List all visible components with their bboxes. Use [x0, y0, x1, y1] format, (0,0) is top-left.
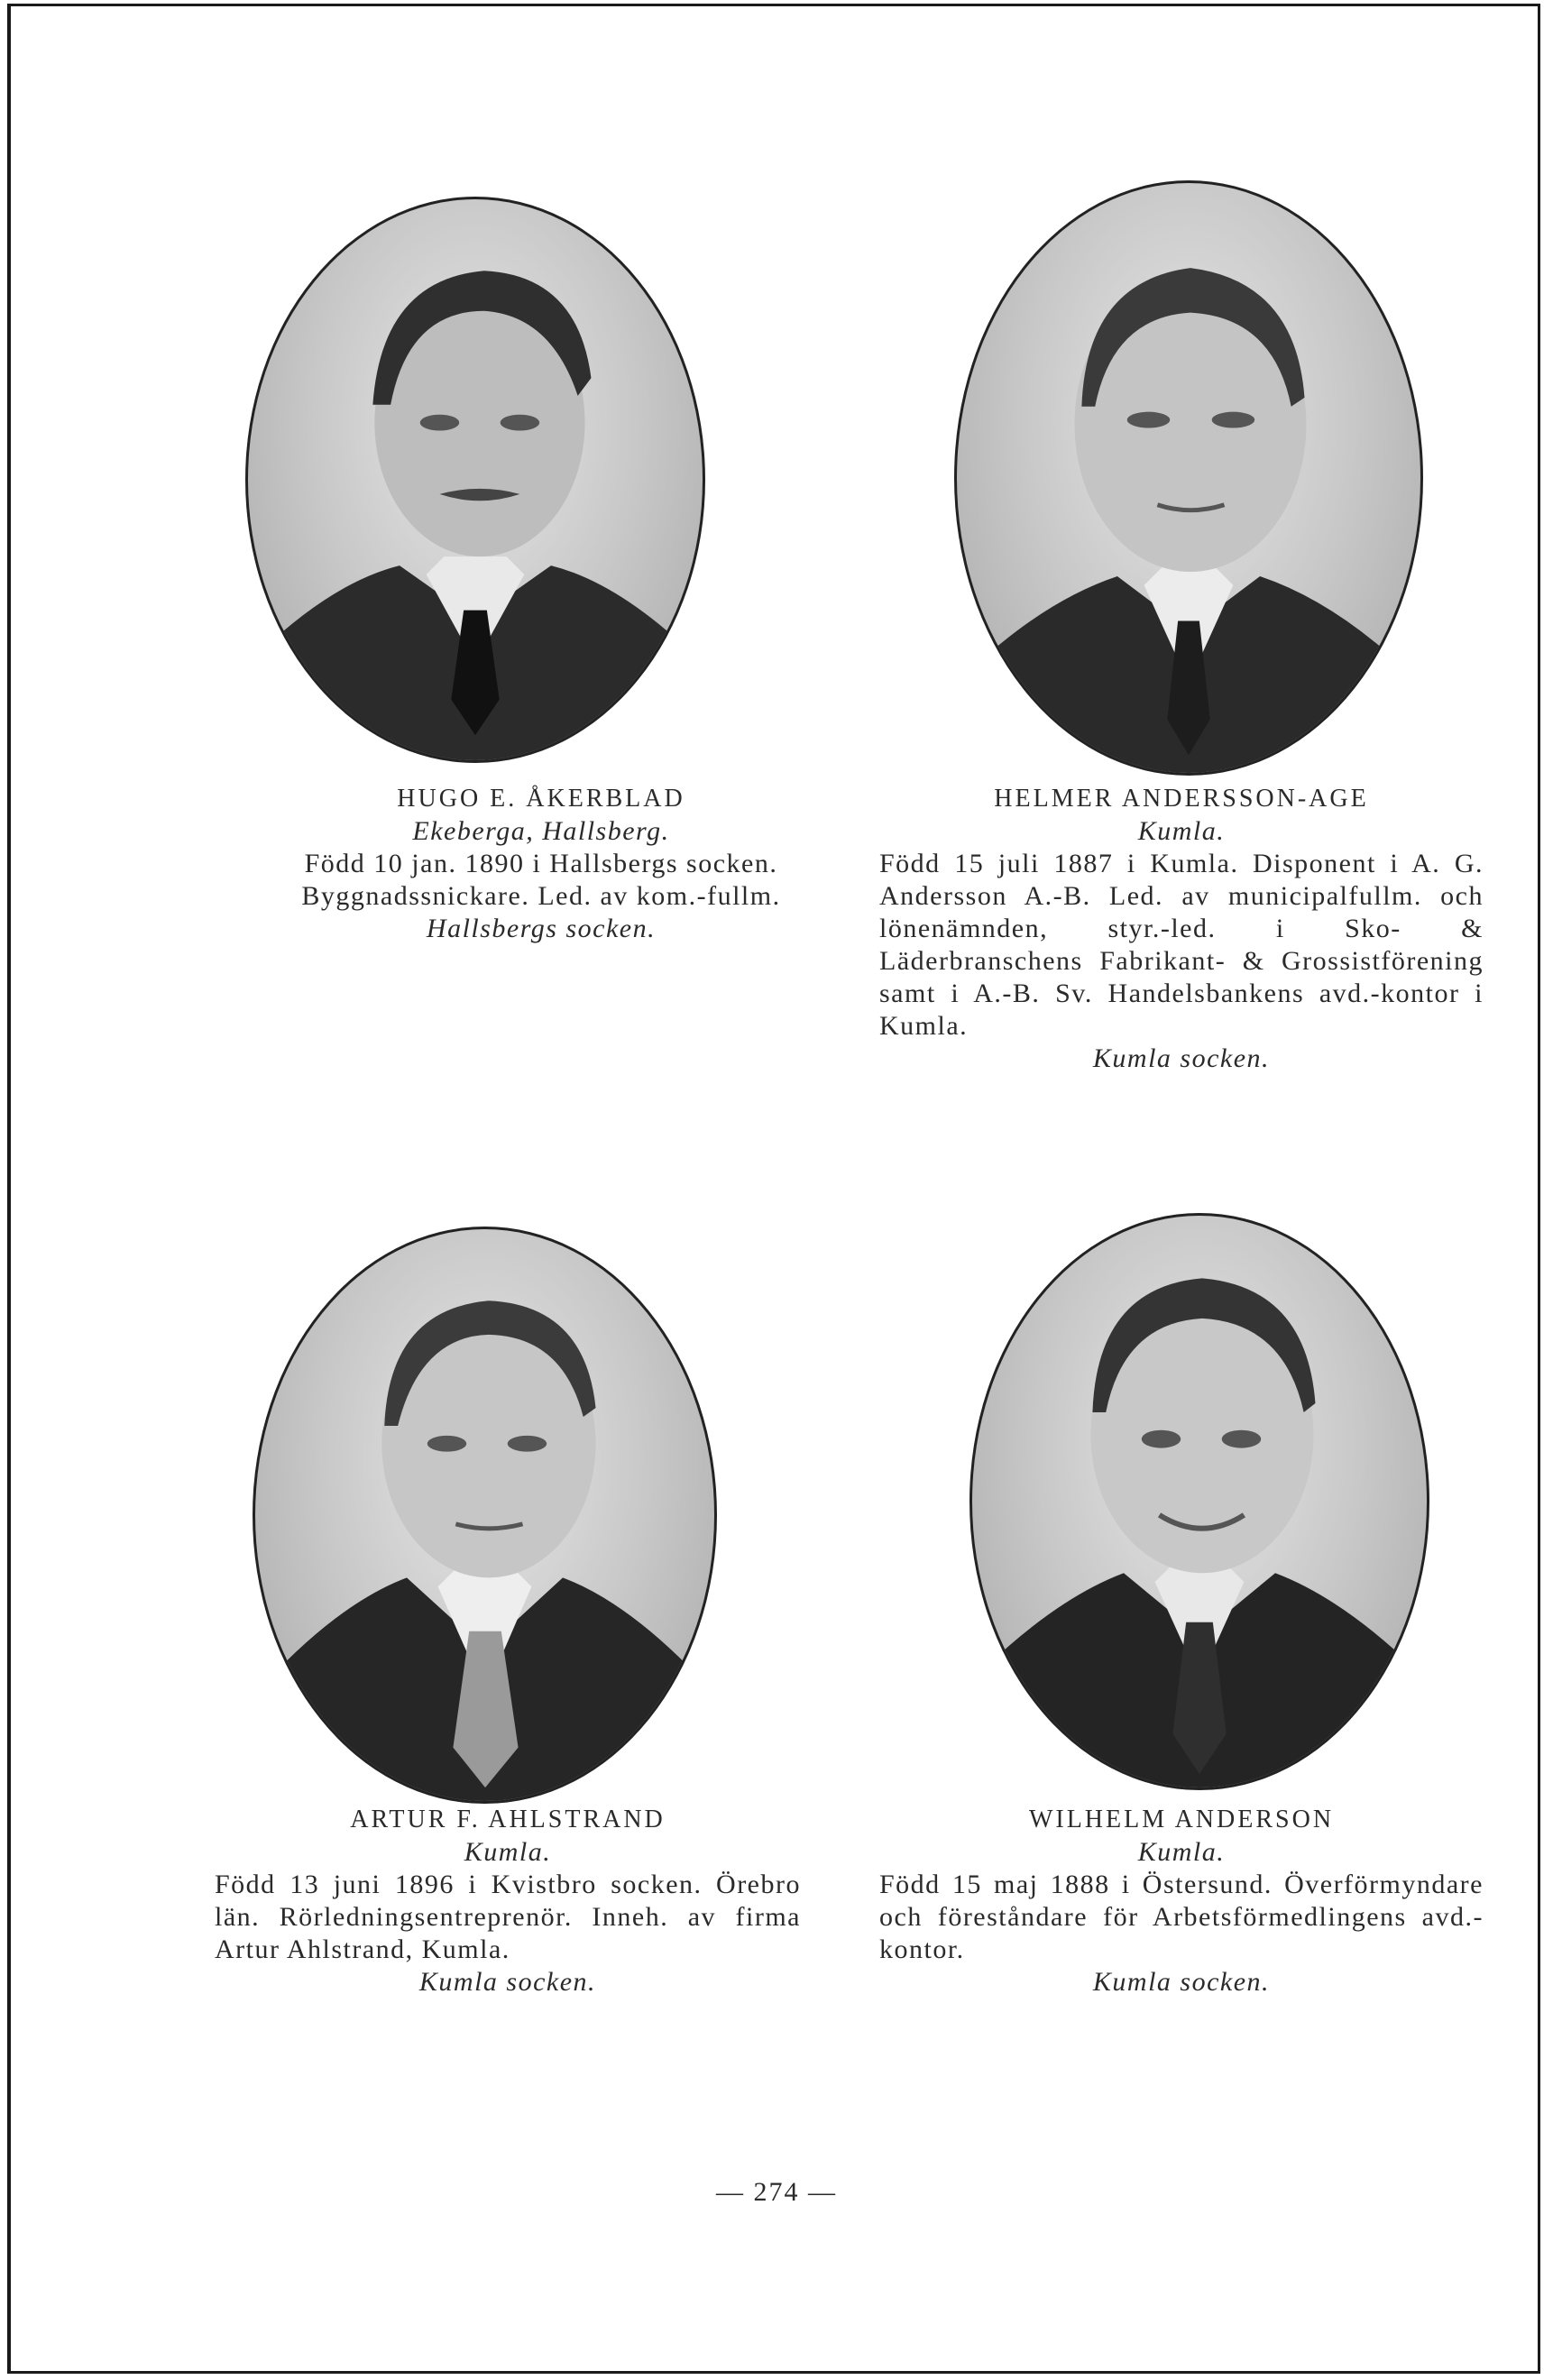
portrait-photo	[255, 1229, 714, 1801]
portrait-photo	[248, 199, 703, 760]
entry-caption-4	[879, 1804, 1484, 1999]
person-place: Kumla.	[464, 1837, 552, 1867]
entry-caption-1	[248, 783, 834, 945]
portrait-photo	[972, 1216, 1427, 1787]
person-parish: Hallsbergs socken.	[426, 914, 657, 943]
person-name: HUGO E. ÅKERBLAD	[397, 785, 685, 813]
portrait-artur-ahlstrand	[253, 1227, 717, 1804]
person-place: Ekeberga, Hallsberg.	[412, 816, 670, 846]
person-place: Kumla.	[1137, 816, 1226, 846]
portrait-helmer-andersson-age	[954, 180, 1423, 776]
person-parish: Kumla socken.	[1092, 1967, 1271, 1997]
person-name: HELMER ANDERSSON-AGE	[994, 785, 1369, 813]
portrait-hugo-akerblad	[245, 197, 705, 763]
person-bio: Född 10 jan. 1890 i Hallsbergs socken. Byggnadssnickare. Led. av kom.-fullm.	[301, 849, 781, 911]
person-bio: Född 15 juli 1887 i Kumla. Disponent i A. G. Andersson A.-B. Led. av municipalfullm. och lönenämnden, styr.-led. i Sko- & Läderbranschens Fabrikant- & Grossistförening samt i A.-B. Sv. Handelsbankens avd.-kontor i Kumla.	[879, 849, 1484, 1041]
portrait-wilhelm-anderson	[969, 1213, 1429, 1790]
person-parish: Kumla socken.	[1092, 1043, 1271, 1073]
person-place: Kumla.	[1137, 1837, 1226, 1867]
person-name: WILHELM ANDERSON	[1028, 1806, 1335, 1833]
page-number: — 274 —	[716, 2177, 837, 2207]
entry-caption-2	[879, 783, 1484, 1075]
person-bio: Född 15 maj 1888 i Östersund. Överförmyndare och föreståndare för Arbetsförmedlingens avd.-kontor.	[879, 1870, 1484, 1964]
person-name: ARTUR F. AHLSTRAND	[350, 1806, 666, 1833]
person-parish: Kumla socken.	[418, 1967, 597, 1997]
person-bio: Född 13 juni 1896 i Kvistbro socken. Örebro län. Rörledningsentreprenör. Inneh. av firma Artur Ahlstrand, Kumla.	[215, 1870, 801, 1964]
entry-caption-3	[215, 1804, 801, 1999]
portrait-photo	[957, 183, 1420, 773]
